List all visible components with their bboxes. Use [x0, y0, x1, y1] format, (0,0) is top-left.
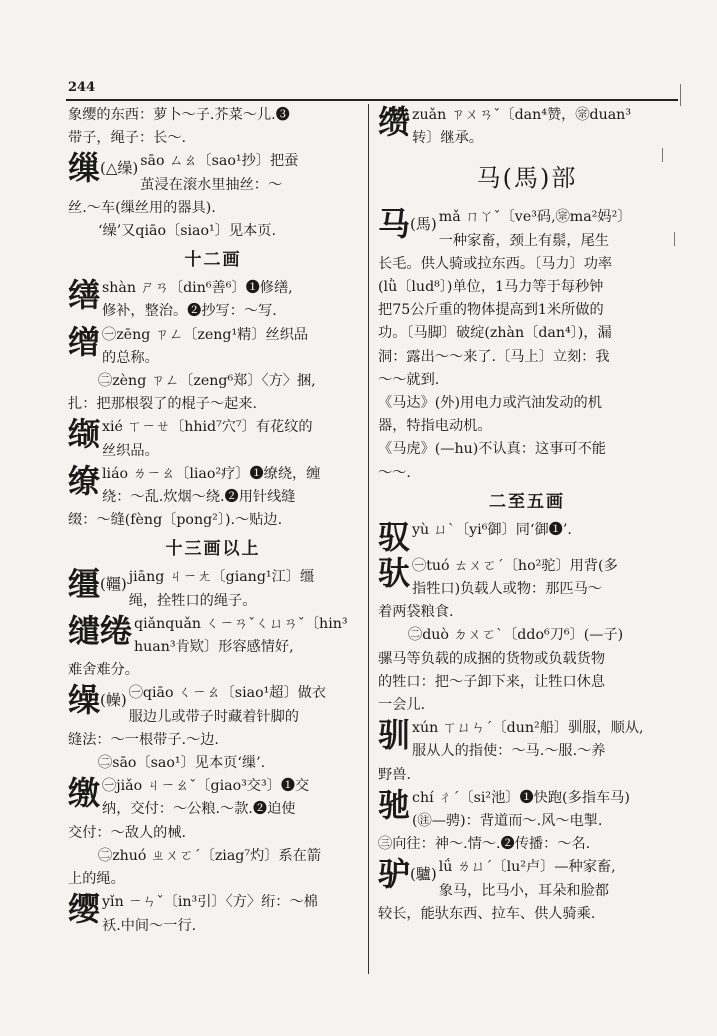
definition-line: (lǜ〔lud⁸〕)单位，1马力等于每秒钟 [378, 279, 604, 296]
definition-line: yǐn ㄧㄣˇ〔in³引〕〈方〉绗：～棉 [102, 894, 318, 911]
definition-line: ㊁sāo〔sao¹〕见本页‘缫’. [98, 755, 266, 772]
definition-line: lǘ ㄌㄩˊ〔lu²卢〕—种家畜, [438, 859, 616, 876]
dictionary-entry [68, 566, 358, 612]
dictionary-entry [68, 775, 358, 891]
dictionary-entry [68, 682, 358, 775]
stroke-section-heading: 二至五画 [489, 491, 565, 512]
dictionary-entry [68, 891, 358, 937]
definition-line: 丝织品。 [102, 442, 159, 459]
definition-line: 《马达》(外)用电力或汽油发动的机 [378, 395, 602, 412]
definition-line: 袄.中间～一行. [102, 917, 197, 934]
definition-line: 服从人的指使：～马.～服.～养 [412, 743, 606, 760]
definition-line: 长毛。供人骑或拉东西。〔马力〕功率 [378, 255, 613, 272]
definition-line: liáo ㄌㄧㄠ〔liao²疗〕❶缭绕，缠 [102, 465, 321, 482]
definition-line: 功。〔马脚〕破绽(zhàn〔dan⁴〕)，漏 [378, 325, 612, 342]
definition-line: chí ㄔˊ〔si²池〕❶快跑(多指车马) [412, 789, 630, 806]
headword: 缰(韁) [68, 565, 127, 604]
definition-line: 骡马等负载的成捆的货物或负载货物 [378, 650, 606, 667]
headword: 马(馬) [378, 205, 437, 244]
headword: 驰 [378, 785, 411, 824]
headword-variant: (韁) [100, 575, 127, 594]
headword: 缯 [68, 322, 101, 361]
definition-line: ㊀qiāo ㄑㄧㄠ〔siao¹超〕做衣 [128, 685, 327, 702]
definition-line: 象缨的东西：萝卜～子.芥菜～儿.❸ [68, 107, 290, 123]
definition-line: ～～. [378, 464, 411, 481]
definition-line: mǎ ㄇㄚˇ〔ve³码,㊪ma²妈²〕 [438, 209, 632, 226]
headword: 驮 [378, 553, 411, 592]
headword: 缵 [378, 104, 411, 141]
dictionary-entry [378, 206, 676, 484]
definition-line: 扎：把那根裂了的棍子～起来. [68, 396, 257, 413]
dictionary-entry [68, 104, 358, 150]
definition-line: ㊁duò ㄉㄨㄛˋ〔ddo⁶刀⁶〕(—子) [408, 627, 624, 644]
headword-variant: (馬) [410, 215, 437, 234]
dictionary-entry [68, 416, 358, 462]
definition-line: 带子，绳子：长～. [68, 130, 187, 147]
headword: 驯 [378, 716, 411, 755]
definition-line: sāo ㄙㄠ〔sao¹抄〕把蚕 [140, 153, 299, 170]
definition-line: 缝法：～一根带子.～边. [68, 731, 219, 748]
definition-line: 把75公斤重的物体提高到1米所做的 [378, 302, 604, 319]
definition-line: 缀：～缝(fèng〔pong²〕).～贴边. [68, 512, 283, 529]
definition-line: 转〕继承。 [412, 130, 483, 147]
page-number: 244 [68, 80, 96, 95]
dictionary-entry [378, 717, 676, 787]
definition-line: 绕：～乱.炊烟～绕.❷用针线缝 [102, 489, 296, 506]
definition-line: ‘缲’又qiāo〔siao¹〕见本页. [98, 223, 276, 240]
edge-mark [680, 84, 681, 106]
definition-line: xún ㄒㄩㄣˊ〔dun²船〕驯服，顺从, [412, 720, 644, 737]
definition-line: ㊁zhuó ㄓㄨㄛˊ〔ziag⁷灼〕系在箭 [98, 847, 322, 864]
headword: 驭 [378, 517, 411, 556]
definition-line: 的总称。 [102, 349, 159, 366]
definition-line: qiǎnquǎn ㄑㄧㄢˇㄑㄩㄢˇ〔hin³ [134, 615, 348, 632]
definition-line: 洞：露出～～来了.〔马上〕立刻：我 [378, 348, 610, 365]
headword: 缱绻 [68, 611, 133, 650]
dictionary-entry [378, 104, 676, 150]
dictionary-entry [68, 613, 358, 683]
definition-line: huan³肯欵〕形容感情好, [134, 639, 294, 656]
definition-line: ㊀zēng ㄗㄥ〔zeng¹精〕丝织品 [102, 326, 309, 343]
definition-line: 象马，比马小，耳朵和脸都 [438, 882, 609, 899]
headword-variant: (△缲) [100, 159, 139, 178]
dictionary-entry [68, 150, 358, 243]
definition-line: ㊀jiǎo ㄐㄧㄠˇ〔giao³交³〕❶交 [102, 778, 310, 795]
definition-line: 较长，能驮东西、拉车、供人骑乘. [378, 905, 596, 922]
headword: 缬 [68, 415, 101, 454]
dictionary-entry [68, 324, 358, 417]
definition-line: 上的绳。 [68, 871, 125, 888]
definition-line: 茧浸在滚水里抽丝：～ [140, 176, 283, 193]
definition-line: 纳，交付：～公粮.～款.❷迫使 [102, 801, 296, 818]
definition-line: ㊀tuó ㄊㄨㄛˊ〔ho²驼〕用背(多 [412, 557, 618, 574]
definition-line: 器，特指电动机。 [378, 418, 492, 435]
definition-line: xié ㄒㄧㄝ〔hhid⁷穴⁷〕有花纹的 [102, 419, 313, 436]
definition-line: ㊁zèng ㄗㄥ〔zeng⁶郑〕〈方〉捆, [98, 373, 316, 390]
definition-line: (㊟—骋)：背道而～.风～电掣. [412, 813, 603, 830]
definition-line: ㊂向往：神～.情～.❷传播：～名. [378, 836, 591, 853]
definition-line: 《马虎》(—hu)不认真：这事可不能 [378, 441, 606, 458]
radical-section-title: 马(馬)部 [476, 164, 578, 193]
definition-line: 交付：～敌人的械. [68, 824, 187, 841]
definition-line: 指牲口)负载人或物：那匹马～ [412, 581, 602, 598]
header-rule [66, 99, 678, 101]
headword: 驴(驢) [378, 855, 437, 894]
definition-line: 野兽. [378, 766, 411, 783]
headword: 缨 [68, 890, 101, 929]
headword: 缫(△缲) [68, 149, 139, 188]
headword: 缴 [68, 774, 101, 813]
definition-line: zuǎn ㄗㄨㄢˇ〔dan⁴赞，㊪duan³ [412, 107, 632, 123]
stroke-section-heading: 十三画以上 [165, 539, 261, 560]
definition-line: 一会儿. [378, 697, 426, 714]
definition-line: 修补，整治。❷抄写：～写. [102, 303, 277, 320]
definition-line: 难舍难分。 [68, 662, 139, 679]
headword: 缭 [68, 461, 101, 500]
right-column [378, 104, 676, 974]
definition-line: yù ㄩˋ〔yi⁶御〕同‘御❶’. [412, 521, 572, 538]
dictionary-entry [378, 519, 676, 555]
left-column [68, 104, 358, 974]
column-divider [368, 104, 369, 974]
dictionary-entry [378, 787, 676, 857]
dictionary-entry [378, 555, 676, 717]
definition-line: 丝.～车(缫丝用的器具). [68, 199, 216, 216]
dictionary-entry [378, 856, 676, 926]
dictionary-entry [68, 463, 358, 533]
definition-line: 绳，拴牲口的绳子。 [128, 592, 257, 609]
headword: 缲(幧) [68, 681, 127, 720]
definition-line: 一种家畜，颈上有鬃，尾生 [438, 232, 609, 249]
stroke-section-heading: 十二画 [184, 250, 242, 271]
headword: 缮 [68, 276, 101, 315]
definition-line: 的牲口：把～子卸下来，让牲口休息 [378, 673, 606, 690]
definition-line: ～～就到. [378, 371, 440, 388]
definition-line: 服边儿或带子时藏着针脚的 [128, 708, 299, 725]
headword-variant: (驢) [410, 865, 437, 884]
headword-variant: (幧) [100, 691, 127, 710]
definition-line: shàn ㄕㄢ〔din⁶善⁶〕❶修缮, [102, 280, 293, 297]
dictionary-entry [68, 277, 358, 323]
definition-line: jiāng ㄐㄧㄤ〔giang¹江〕缰 [128, 569, 315, 586]
definition-line: 着两袋粮食. [378, 604, 454, 621]
